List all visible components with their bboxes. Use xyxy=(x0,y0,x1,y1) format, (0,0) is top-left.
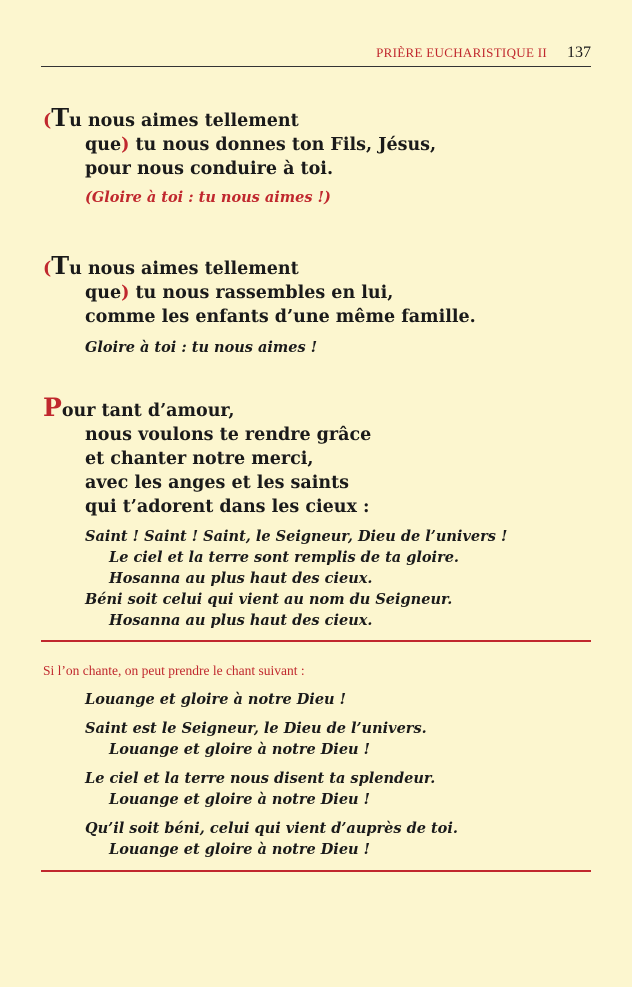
page-number: 137 xyxy=(567,44,591,61)
stanza-3-line: qui t’adorent dans les cieux : xyxy=(85,497,370,517)
line-text: u nous aimes tellement xyxy=(69,259,299,279)
dropcap: T xyxy=(51,251,70,280)
stanza-1 xyxy=(43,103,603,208)
song-verse-2 xyxy=(43,768,603,810)
stanza-2-line-3: comme les enfants d’une même famille. xyxy=(85,307,476,327)
stanza-3-line: nous voulons te rendre grâce xyxy=(85,425,372,445)
song-refrain-line: Louange et gloire à notre Dieu ! xyxy=(109,741,370,758)
stanza-2-response: Gloire à toi : tu nous aimes ! xyxy=(85,339,318,356)
sanctus-line: Hosanna au plus haut des cieux. xyxy=(109,612,373,629)
rubric: Si l’on chante, on peut prendre le chant suivant : xyxy=(43,663,305,678)
open-paren: ( xyxy=(85,189,92,206)
stanza-2 xyxy=(43,251,603,358)
stanza-1-line-3: pour nous conduire à toi. xyxy=(85,159,334,179)
close-paren: ) xyxy=(323,189,331,206)
divider-rule xyxy=(41,640,591,642)
song xyxy=(43,689,603,860)
stanza-3-line-1 xyxy=(43,393,603,423)
line-text: u nous aimes tellement xyxy=(69,111,299,131)
song-verse-1 xyxy=(43,718,603,760)
stanza-1-response xyxy=(43,187,603,208)
header-title: PRIÈRE EUCHARISTIQUE II xyxy=(376,45,547,60)
song-refrain-line: Louange et gloire à notre Dieu ! xyxy=(109,841,370,858)
song-verse-line: Saint est le Seigneur, le Dieu de l’univers. xyxy=(85,720,427,737)
song-refrain: Louange et gloire à notre Dieu ! xyxy=(85,691,346,708)
close-paren: ) xyxy=(121,283,130,303)
open-paren: ( xyxy=(43,111,52,131)
stanza-1-line-1 xyxy=(43,103,603,133)
stanza-3-line: avec les anges et les saints xyxy=(85,473,350,493)
song-verse-line: Qu’il soit béni, celui qui vient d’auprès de toi. xyxy=(85,820,458,837)
line-text: our tant d’amour, xyxy=(61,401,235,421)
running-header xyxy=(41,44,591,62)
stanza-2-line-1 xyxy=(43,251,603,281)
line-text: que xyxy=(85,135,122,155)
response-text: Gloire à toi : tu nous aimes ! xyxy=(91,189,324,206)
sanctus-line: Béni soit celui qui vient au nom du Seigneur. xyxy=(85,591,453,608)
line-text: tu nous rassembles en lui, xyxy=(129,283,394,303)
line-text: tu nous donnes ton Fils, Jésus, xyxy=(129,135,437,155)
dropcap: T xyxy=(51,103,70,132)
stanza-2-line-2 xyxy=(43,281,603,305)
song-refrain-line: Louange et gloire à notre Dieu ! xyxy=(109,791,370,808)
sanctus-line: Saint ! Saint ! Saint, le Seigneur, Dieu de l’univers ! xyxy=(85,528,508,545)
sanctus xyxy=(43,526,603,631)
header-rule xyxy=(41,66,591,67)
sanctus-line: Hosanna au plus haut des cieux. xyxy=(109,570,373,587)
stanza-3 xyxy=(43,393,603,631)
stanza-3-line: et chanter notre merci, xyxy=(85,449,314,469)
song-verse-line: Le ciel et la terre nous disent ta splendeur. xyxy=(85,770,436,787)
sanctus-line: Le ciel et la terre sont remplis de ta gloire. xyxy=(109,549,459,566)
song-verse-3 xyxy=(43,818,603,860)
bottom-rule xyxy=(41,870,591,872)
open-paren: ( xyxy=(43,259,52,279)
line-text: que xyxy=(85,283,122,303)
stanza-1-line-2 xyxy=(43,133,603,157)
close-paren: ) xyxy=(121,135,130,155)
dropcap-red: P xyxy=(43,393,62,422)
